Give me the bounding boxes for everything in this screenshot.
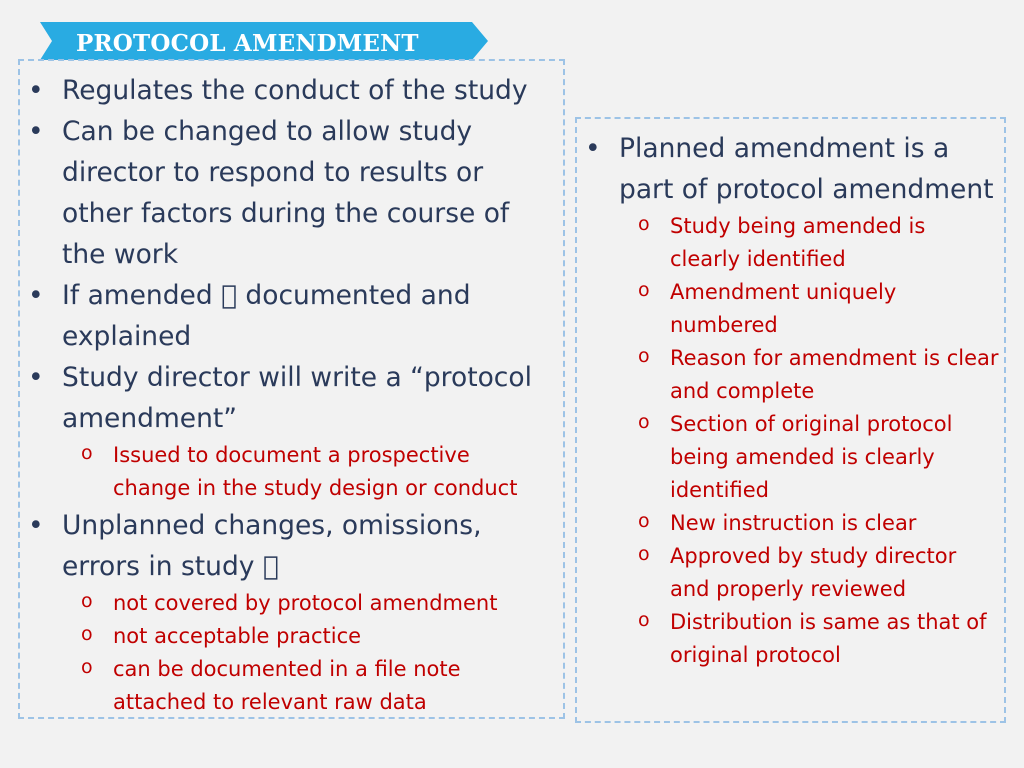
sub-bullet-marker: o [638,510,650,532]
sub-bullet-marker: o [81,590,93,612]
sub-bullet-text: Reason for amendment is clear and complete [670,346,999,403]
sub-bullet-item [585,342,1000,408]
bullet-item [585,128,1000,210]
sub-bullet-item [28,587,538,620]
sub-bullet-marker: o [81,442,93,464]
bullet-text: Unplanned changes, omissions, errors in study [62,510,482,582]
right-panel-list [585,128,1000,672]
sub-bullet-marker: o [638,543,650,565]
bullet-item [28,505,538,587]
sub-bullet-item [585,210,1000,276]
sub-bullet-marker: o [81,623,93,645]
sub-bullet-text: Section of original protocol being amended is clearly identified [670,412,953,502]
bullet-marker: • [585,133,601,164]
slide-title: PROTOCOL AMENDMENT [76,30,419,57]
sub-bullet-text: can be documented in a file note attached to relevant raw data [113,657,461,714]
bullet-item [28,275,538,357]
sub-bullet-marker: o [638,345,650,367]
sub-bullet-text: not covered by protocol amendment [113,591,498,615]
sub-bullet-item [585,540,1000,606]
sub-bullet-text: Approved by study director and properly reviewed [670,544,957,601]
sub-bullet-text: Issued to document a prospective change in the study design or conduct [113,443,518,500]
sub-bullet-item [28,439,538,505]
bullet-text: Study director will write a “protocol amendment” [62,362,532,434]
bullet-text: Regulates the conduct of the study [62,75,528,106]
bullet-text: Can be changed to allow study director to respond to results or other factors during the course of the work [62,116,510,270]
sub-bullet-item [585,606,1000,672]
sub-bullet-marker: o [81,656,93,678]
bullet-item [28,111,538,275]
bullet-item [28,70,538,111]
bullet-text: Planned amendment is a part of protocol amendment [619,133,994,205]
bullet-marker: • [28,75,44,106]
bullet-marker: • [28,362,44,393]
sub-bullet-text: New instruction is clear [670,511,917,535]
sub-bullet-item [28,620,538,653]
left-panel-list [28,70,538,719]
bullet-item [28,357,538,439]
bullet-marker: • [28,510,44,541]
sub-bullet-marker: o [638,213,650,235]
sub-bullet-marker: o [638,411,650,433]
sub-bullet-item [585,507,1000,540]
sub-bullet-marker: o [638,279,650,301]
sub-bullet-text: Distribution is same as that of original protocol [670,610,987,667]
bullet-marker: • [28,280,44,311]
bullet-marker: • [28,116,44,147]
sub-bullet-item [585,276,1000,342]
sub-bullet-marker: o [638,609,650,631]
sub-bullet-text: Study being amended is clearly identified [670,214,926,271]
sub-bullet-text: Amendment uniquely numbered [670,280,897,337]
bullet-text: If amended documented and explained [62,280,447,352]
sub-bullet-item [28,653,538,719]
sub-bullet-item [585,408,1000,507]
sub-bullet-text: not acceptable practice [113,624,362,648]
